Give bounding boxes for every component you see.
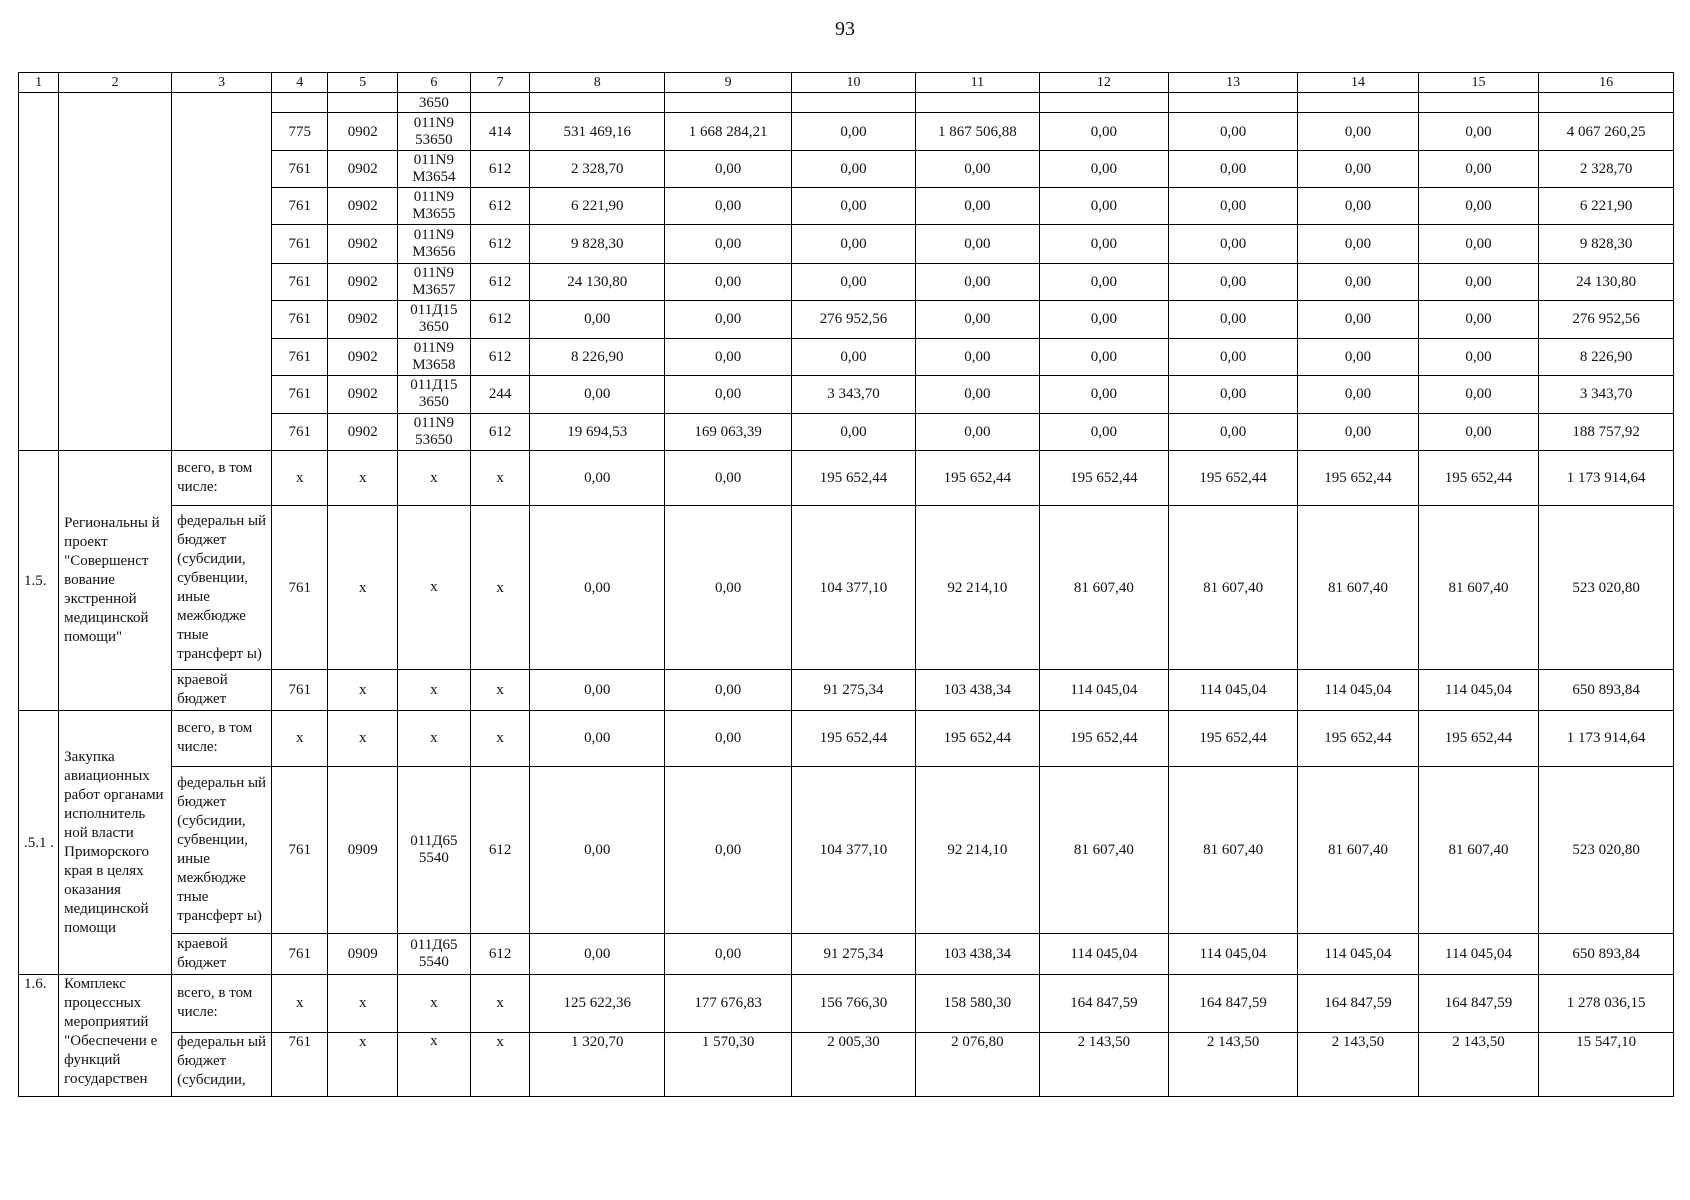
value-cell: 0,00 [1418, 375, 1539, 413]
value-cell: 0,00 [1418, 263, 1539, 300]
value-cell: 195 652,44 [1039, 450, 1168, 505]
table-cell: x [328, 450, 398, 505]
header-row [19, 73, 1674, 93]
value-cell: 0,00 [1039, 113, 1168, 151]
table-row [19, 975, 1674, 1033]
table-cell: x [328, 711, 398, 766]
value-cell: 24 130,80 [1539, 263, 1674, 300]
value-cell: 1 173 914,64 [1539, 450, 1674, 505]
value-cell: 0,00 [792, 225, 916, 263]
table-cell: 0902 [328, 263, 398, 300]
page-number: 93 [835, 18, 855, 40]
value-cell: 0,00 [1298, 225, 1419, 263]
value-cell: 0,00 [1298, 413, 1419, 450]
value-cell: 195 652,44 [792, 450, 916, 505]
value-cell: 195 652,44 [1298, 711, 1419, 766]
value-cell: 0,00 [1039, 375, 1168, 413]
table-cell: 761 [272, 188, 328, 225]
value-cell: 0,00 [915, 151, 1039, 188]
value-cell: 0,00 [665, 766, 792, 933]
value-cell: 0,00 [1418, 151, 1539, 188]
value-cell: 0,00 [1298, 151, 1419, 188]
code-line: M3655 [412, 206, 456, 223]
table-cell [1539, 93, 1674, 113]
value-cell: 164 847,59 [1039, 975, 1168, 1033]
code-cell: x [397, 506, 470, 670]
code-cell: 3650 [397, 93, 470, 113]
table-cell [792, 93, 916, 113]
table-cell: x [328, 670, 398, 711]
value-cell: 2 143,50 [1039, 1032, 1168, 1096]
value-cell: 15 547,10 [1539, 1032, 1674, 1096]
code-line: 011N9 [413, 339, 454, 356]
source-cell: федеральн ый бюджет (субсидии, субвенции, иные межбюдже тные трансферт ы) [172, 766, 272, 933]
value-cell: 2 143,50 [1298, 1032, 1419, 1096]
value-cell: 0,00 [792, 113, 916, 151]
value-cell: 81 607,40 [1298, 506, 1419, 670]
value-cell: 0,00 [792, 151, 916, 188]
table-cell: 612 [470, 933, 530, 974]
value-cell: 0,00 [665, 933, 792, 974]
value-cell: 6 221,90 [530, 188, 665, 225]
value-cell: 195 652,44 [1168, 450, 1297, 505]
value-cell: 9 828,30 [1539, 225, 1674, 263]
value-cell: 0,00 [665, 670, 792, 711]
table-cell: 244 [470, 375, 530, 413]
code-cell [397, 338, 470, 375]
section-name-cell: Региональны й проект "Совершенст вование экстренной медицинской помощи" [59, 450, 172, 710]
value-cell: 195 652,44 [915, 711, 1039, 766]
value-cell: 0,00 [530, 711, 665, 766]
value-cell: 19 694,53 [530, 413, 665, 450]
value-cell: 0,00 [1418, 188, 1539, 225]
table-cell: 761 [272, 1032, 328, 1096]
value-cell: 114 045,04 [1418, 670, 1539, 711]
value-cell: 2 076,80 [915, 1032, 1039, 1096]
value-cell: 523 020,80 [1539, 766, 1674, 933]
value-cell: 3 343,70 [1539, 375, 1674, 413]
value-cell: 0,00 [1168, 188, 1297, 225]
value-cell: 650 893,84 [1539, 933, 1674, 974]
header-cell: 3 [172, 73, 272, 93]
value-cell: 81 607,40 [1168, 506, 1297, 670]
value-cell: 4 067 260,25 [1539, 113, 1674, 151]
code-line: 011Д15 [410, 302, 458, 319]
table-cell: 0902 [328, 151, 398, 188]
code-cell: x [397, 450, 470, 505]
table-cell: 414 [470, 113, 530, 151]
table-cell [665, 93, 792, 113]
value-cell: 195 652,44 [792, 711, 916, 766]
value-cell: 0,00 [530, 670, 665, 711]
table-cell: x [272, 450, 328, 505]
value-cell: 0,00 [792, 263, 916, 300]
table-row [19, 933, 1674, 974]
table-cell: 761 [272, 933, 328, 974]
value-cell: 1 278 036,15 [1539, 975, 1674, 1033]
value-cell: 104 377,10 [792, 766, 916, 933]
table-row [19, 506, 1674, 670]
code-line: 011N9 [413, 152, 454, 169]
value-cell: 1 570,30 [665, 1032, 792, 1096]
table-cell [1418, 93, 1539, 113]
table-cell: 0902 [328, 300, 398, 338]
row-number-cell [19, 93, 59, 451]
section-name-cell: Комплекс процессных мероприятий "Обеспечени е функций государствен [59, 975, 172, 1097]
value-cell: 0,00 [1418, 300, 1539, 338]
table-cell: 612 [470, 225, 530, 263]
table-cell: 761 [272, 300, 328, 338]
code-line: 011N9 [413, 114, 454, 131]
value-cell: 195 652,44 [1039, 711, 1168, 766]
value-cell: 92 214,10 [915, 506, 1039, 670]
value-cell: 0,00 [1418, 413, 1539, 450]
source-cell: федеральн ый бюджет (субсидии, [172, 1032, 272, 1096]
table-row [19, 766, 1674, 933]
table-cell: 612 [470, 413, 530, 450]
table-cell [328, 93, 398, 113]
code-cell [397, 375, 470, 413]
table-cell: x [470, 1032, 530, 1096]
value-cell: 114 045,04 [1039, 933, 1168, 974]
table-cell: 612 [470, 338, 530, 375]
header-cell: 6 [397, 73, 470, 93]
value-cell: 0,00 [915, 225, 1039, 263]
table-cell: x [470, 506, 530, 670]
header-cell: 8 [530, 73, 665, 93]
value-cell: 276 952,56 [792, 300, 916, 338]
value-cell: 81 607,40 [1418, 506, 1539, 670]
value-cell: 0,00 [665, 151, 792, 188]
value-cell: 195 652,44 [1168, 711, 1297, 766]
table-cell: 761 [272, 506, 328, 670]
value-cell: 24 130,80 [530, 263, 665, 300]
code-line: M3658 [412, 356, 456, 373]
value-cell: 0,00 [915, 375, 1039, 413]
value-cell: 114 045,04 [1298, 933, 1419, 974]
value-cell: 2 143,50 [1168, 1032, 1297, 1096]
table-cell: x [470, 975, 530, 1033]
value-cell: 0,00 [1168, 375, 1297, 413]
row-number-cell: 1.5. [19, 450, 59, 710]
value-cell: 0,00 [915, 413, 1039, 450]
value-cell: 9 828,30 [530, 225, 665, 263]
code-cell: x [397, 975, 470, 1033]
value-cell: 156 766,30 [792, 975, 916, 1033]
value-cell: 0,00 [1168, 113, 1297, 151]
value-cell: 8 226,90 [530, 338, 665, 375]
value-cell: 0,00 [665, 225, 792, 263]
table-cell: 761 [272, 413, 328, 450]
table-cell [272, 93, 328, 113]
table-row [19, 670, 1674, 711]
table-cell: 761 [272, 375, 328, 413]
table-cell: 0902 [328, 225, 398, 263]
value-cell: 0,00 [1418, 113, 1539, 151]
value-cell: 0,00 [1039, 413, 1168, 450]
value-cell: 103 438,34 [915, 933, 1039, 974]
value-cell: 195 652,44 [1418, 450, 1539, 505]
header-cell: 7 [470, 73, 530, 93]
header-cell: 14 [1298, 73, 1419, 93]
header-cell: 10 [792, 73, 916, 93]
source-cell: всего, в том числе: [172, 450, 272, 505]
code-line: 53650 [415, 131, 453, 148]
value-cell: 195 652,44 [915, 450, 1039, 505]
value-cell: 0,00 [530, 300, 665, 338]
value-cell: 0,00 [530, 766, 665, 933]
value-cell: 188 757,92 [1539, 413, 1674, 450]
value-cell: 164 847,59 [1298, 975, 1419, 1033]
table-row [19, 93, 1674, 113]
table-cell: 761 [272, 670, 328, 711]
value-cell: 1 320,70 [530, 1032, 665, 1096]
code-cell [397, 225, 470, 263]
value-cell: 650 893,84 [1539, 670, 1674, 711]
table-cell: x [470, 450, 530, 505]
table-cell: x [470, 711, 530, 766]
table-cell: 612 [470, 300, 530, 338]
header-cell: 12 [1039, 73, 1168, 93]
value-cell: 1 867 506,88 [915, 113, 1039, 151]
code-line: 011N9 [413, 414, 454, 431]
budget-table [18, 72, 1674, 1097]
table-cell: 612 [470, 766, 530, 933]
table-cell [470, 93, 530, 113]
table-cell: x [272, 975, 328, 1033]
code-line: 011N9 [413, 264, 454, 281]
value-cell: 91 275,34 [792, 670, 916, 711]
code-cell [397, 263, 470, 300]
value-cell: 81 607,40 [1298, 766, 1419, 933]
header-cell: 11 [915, 73, 1039, 93]
table-cell [1168, 93, 1297, 113]
value-cell: 0,00 [665, 506, 792, 670]
table-cell: 761 [272, 338, 328, 375]
header-cell: 15 [1418, 73, 1539, 93]
table-row [19, 1032, 1674, 1096]
value-cell: 81 607,40 [1039, 766, 1168, 933]
value-cell: 164 847,59 [1168, 975, 1297, 1033]
source-cell: краевой бюджет [172, 670, 272, 711]
table-cell: 0902 [328, 188, 398, 225]
value-cell: 0,00 [665, 450, 792, 505]
table-cell: 612 [470, 151, 530, 188]
code-line: 011Д15 [410, 377, 458, 394]
value-cell: 531 469,16 [530, 113, 665, 151]
value-cell: 125 622,36 [530, 975, 665, 1033]
table-cell: x [328, 975, 398, 1033]
value-cell: 2 328,70 [530, 151, 665, 188]
code-cell: x [397, 1032, 470, 1096]
value-cell: 0,00 [530, 375, 665, 413]
value-cell: 0,00 [1168, 225, 1297, 263]
value-cell: 0,00 [665, 188, 792, 225]
value-cell: 104 377,10 [792, 506, 916, 670]
value-cell: 0,00 [1418, 225, 1539, 263]
code-line: 3650 [418, 394, 449, 411]
value-cell: 114 045,04 [1418, 933, 1539, 974]
header-cell: 4 [272, 73, 328, 93]
value-cell: 164 847,59 [1418, 975, 1539, 1033]
table-cell: 612 [470, 263, 530, 300]
table-cell: 0909 [328, 766, 398, 933]
code-line: 3650 [418, 319, 449, 336]
value-cell: 0,00 [665, 711, 792, 766]
value-cell: 0,00 [1168, 300, 1297, 338]
header-cell: 1 [19, 73, 59, 93]
value-cell: 103 438,34 [915, 670, 1039, 711]
value-cell: 0,00 [1039, 300, 1168, 338]
table-cell: x [470, 670, 530, 711]
value-cell: 0,00 [1039, 263, 1168, 300]
value-cell: 158 580,30 [915, 975, 1039, 1033]
row-number-cell: 1.6. [19, 975, 59, 1097]
table-row [19, 450, 1674, 505]
row-number-cell: .5.1 . [19, 711, 59, 975]
value-cell: 92 214,10 [915, 766, 1039, 933]
source-cell [172, 93, 272, 451]
value-cell: 2 005,30 [792, 1032, 916, 1096]
table-cell: 0902 [328, 413, 398, 450]
value-cell: 0,00 [1039, 225, 1168, 263]
value-cell: 81 607,40 [1039, 506, 1168, 670]
table-cell [915, 93, 1039, 113]
code-line: 011N9 [413, 189, 454, 206]
table-cell [530, 93, 665, 113]
value-cell: 0,00 [1298, 188, 1419, 225]
code-cell [397, 188, 470, 225]
name-cell [59, 93, 172, 451]
value-cell: 0,00 [665, 263, 792, 300]
code-cell: x [397, 670, 470, 711]
table-cell: 775 [272, 113, 328, 151]
value-cell: 3 343,70 [792, 375, 916, 413]
value-cell: 195 652,44 [1418, 711, 1539, 766]
header-cell: 9 [665, 73, 792, 93]
code-cell: 011Д65 5540 [397, 766, 470, 933]
value-cell: 0,00 [665, 338, 792, 375]
code-cell: x [397, 711, 470, 766]
value-cell: 81 607,40 [1168, 766, 1297, 933]
value-cell: 8 226,90 [1539, 338, 1674, 375]
value-cell: 523 020,80 [1539, 506, 1674, 670]
header-cell: 16 [1539, 73, 1674, 93]
code-line: 53650 [415, 431, 453, 448]
value-cell: 0,00 [530, 933, 665, 974]
header-cell: 5 [328, 73, 398, 93]
source-cell: всего, в том числе: [172, 975, 272, 1033]
section-name-cell: Закупка авиационных работ органами исполнитель ной власти Приморского края в целях оказания медицинской помощи [59, 711, 172, 975]
value-cell: 114 045,04 [1298, 670, 1419, 711]
value-cell: 91 275,34 [792, 933, 916, 974]
header-cell: 2 [59, 73, 172, 93]
value-cell: 6 221,90 [1539, 188, 1674, 225]
code-line: 011N9 [413, 227, 454, 243]
value-cell: 1 668 284,21 [665, 113, 792, 151]
code-cell [397, 413, 470, 450]
code-cell [397, 151, 470, 188]
value-cell: 0,00 [1298, 263, 1419, 300]
value-cell: 114 045,04 [1168, 933, 1297, 974]
code-cell [397, 113, 470, 151]
table-cell: 761 [272, 766, 328, 933]
value-cell: 2 328,70 [1539, 151, 1674, 188]
value-cell: 0,00 [1168, 413, 1297, 450]
code-line: M3657 [412, 281, 456, 298]
value-cell: 0,00 [1298, 375, 1419, 413]
table-cell: 0902 [328, 338, 398, 375]
table-cell: x [328, 1032, 398, 1096]
table-cell: 612 [470, 188, 530, 225]
value-cell: 0,00 [915, 300, 1039, 338]
value-cell: 0,00 [530, 450, 665, 505]
table-cell: 0909 [328, 933, 398, 974]
table-row [19, 711, 1674, 766]
code-cell: 011Д65 5540 [397, 933, 470, 974]
value-cell: 81 607,40 [1418, 766, 1539, 933]
table-cell: x [328, 506, 398, 670]
table-cell: 761 [272, 225, 328, 263]
value-cell: 0,00 [1298, 113, 1419, 151]
value-cell: 1 173 914,64 [1539, 711, 1674, 766]
value-cell: 169 063,39 [665, 413, 792, 450]
source-cell: всего, в том числе: [172, 711, 272, 766]
value-cell: 0,00 [792, 338, 916, 375]
code-line: M3656 [412, 244, 456, 260]
value-cell: 0,00 [1168, 263, 1297, 300]
value-cell: 0,00 [1418, 338, 1539, 375]
value-cell: 0,00 [530, 506, 665, 670]
table-cell [1298, 93, 1419, 113]
table-cell: x [272, 711, 328, 766]
value-cell: 0,00 [1039, 188, 1168, 225]
value-cell: 0,00 [915, 338, 1039, 375]
table-cell: 0902 [328, 375, 398, 413]
value-cell: 2 143,50 [1418, 1032, 1539, 1096]
value-cell: 276 952,56 [1539, 300, 1674, 338]
value-cell: 0,00 [665, 300, 792, 338]
table-cell: 0902 [328, 113, 398, 151]
value-cell: 0,00 [1039, 338, 1168, 375]
table-cell: 761 [272, 151, 328, 188]
value-cell: 0,00 [792, 188, 916, 225]
source-cell: краевой бюджет [172, 933, 272, 974]
value-cell: 195 652,44 [1298, 450, 1419, 505]
value-cell: 0,00 [1298, 338, 1419, 375]
value-cell: 0,00 [1168, 338, 1297, 375]
value-cell: 114 045,04 [1168, 670, 1297, 711]
value-cell: 0,00 [1168, 151, 1297, 188]
code-line: M3654 [412, 169, 456, 186]
value-cell: 0,00 [915, 263, 1039, 300]
code-cell [397, 300, 470, 338]
value-cell: 0,00 [1039, 151, 1168, 188]
source-cell: федеральн ый бюджет (субсидии, субвенции, иные межбюдже тные трансферт ы) [172, 506, 272, 670]
value-cell: 177 676,83 [665, 975, 792, 1033]
value-cell: 0,00 [792, 413, 916, 450]
value-cell: 0,00 [665, 375, 792, 413]
value-cell: 0,00 [1298, 300, 1419, 338]
table-cell: 761 [272, 263, 328, 300]
header-cell: 13 [1168, 73, 1297, 93]
table-cell [1039, 93, 1168, 113]
value-cell: 114 045,04 [1039, 670, 1168, 711]
value-cell: 0,00 [915, 188, 1039, 225]
